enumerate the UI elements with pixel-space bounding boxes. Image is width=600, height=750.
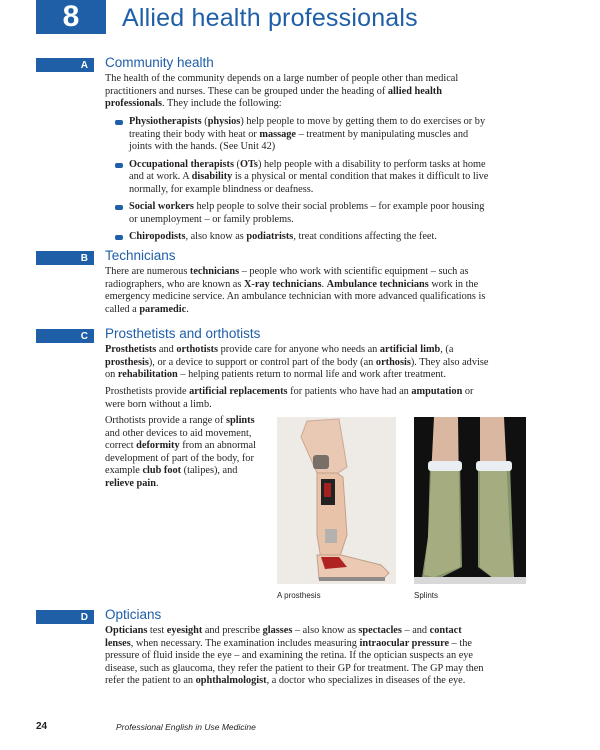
section-b-text: There are numerous technicians – people who work with scientific equipment – such as radiographers, who are known as X-ray technicians. Ambulance technicians work in the emergency medicine service. An ambulance technician with more advanced qualifications is called a paramedic. xyxy=(105,266,486,315)
list-item xyxy=(105,116,490,154)
section-c-title: Prosthetists and orthotists xyxy=(105,326,261,341)
list-item xyxy=(105,201,490,226)
section-a-marker: A xyxy=(36,58,94,72)
bullet-text: Occupational therapists (OTs) help people with a disability to perform tasks at home and at work. A disability is a physical or mental condition that makes it difficult to live normally, for example blindness or deafness. xyxy=(129,158,489,195)
bullet-icon xyxy=(115,163,123,168)
section-d-marker: D xyxy=(36,610,94,624)
section-c-marker: C xyxy=(36,329,94,343)
section-c-paragraph-3: Orthotists provide a range of splints and other devices to aid movement, correct deformity from an abnormal development of part of the body, for example club foot (talipes), and relieve pain. xyxy=(105,415,256,489)
bullet-icon xyxy=(115,235,123,240)
page-title: Allied health professionals xyxy=(122,4,418,32)
bullet-text: Chiropodists, also know as podiatrists, treat conditions affecting the feet. xyxy=(129,231,437,242)
prosthesis-caption: A prosthesis xyxy=(277,591,321,600)
section-a-title: Community health xyxy=(105,55,214,70)
section-c-paragraph-1: Prosthetists and orthotists provide care for anyone who needs an artificial limb, (a prosthesis), or a device to support or control part of the body (an orthosis). They also advise on rehabilitation – helping patients return to normal life and work after treatment. xyxy=(105,344,489,380)
prosthesis-illustration xyxy=(277,417,396,584)
section-c-paragraph-2: Prosthetists provide artificial replacements for patients who have had an amputation or were born without a limb. xyxy=(105,386,474,410)
bullet-text: Social workers help people to solve their social problems – for example poor housing or unemployment – or family problems. xyxy=(129,201,485,225)
prosthesis-photo xyxy=(277,417,396,584)
bullet-icon xyxy=(115,120,123,125)
bullet-text: Physiotherapists (physios) help people to move by getting them to do exercises or by treating their body with heat or massage – treatment by manipulating muscles and joints with the hands. (See Unit 42) xyxy=(129,116,486,152)
unit-number-badge: 8 xyxy=(36,0,106,34)
splints-illustration xyxy=(414,417,526,584)
list-item xyxy=(105,231,490,244)
section-a-bullet-list xyxy=(105,116,490,249)
book-title: Professional English in Use Medicine xyxy=(116,722,256,732)
section-d-text: Opticians test eyesight and prescribe glasses – also know as spectacles – and contact lenses, when necessary. The examination includes measuring intraocular pressure – the pressure of fluid inside the eye – and examining the retina. If the optician suspects an eye disease, such as glaucoma, they refer the patient to their GP for treatment. The GP may then refer the patient to an ophthalmologist, a doctor who specializes in diseases of the eye. xyxy=(105,625,484,686)
bullet-icon xyxy=(115,205,123,210)
section-b-title: Technicians xyxy=(105,248,176,263)
list-item xyxy=(105,159,490,197)
splints-caption: Splints xyxy=(414,591,439,600)
section-b-marker: B xyxy=(36,251,94,265)
section-a-intro: The health of the community depends on a large number of people other than medical practitioners and nurses. These can be grouped under the heading of allied health professionals. They include the following: xyxy=(105,73,459,109)
splints-photo xyxy=(414,417,526,584)
section-d-title: Opticians xyxy=(105,607,162,622)
page-number: 24 xyxy=(36,721,48,732)
